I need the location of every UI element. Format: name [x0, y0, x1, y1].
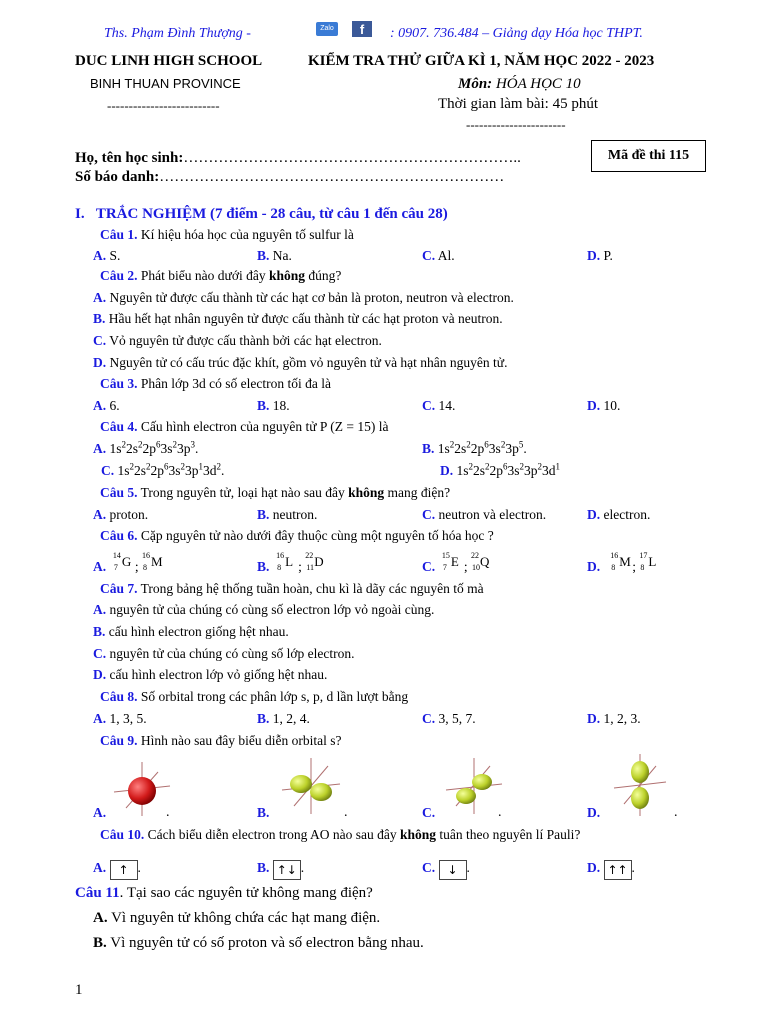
q7-option-d[interactable]: D. cấu hình electron lớp vỏ giống hệt nhau.: [93, 667, 328, 682]
exam-code-box: Mã đề thi 115: [591, 140, 706, 172]
q8-option-a[interactable]: A. 1, 3, 5.: [93, 711, 147, 726]
question-6: Câu 6. Cặp nguyên tử nào dưới đây thuộc cùng một nguyên tố hóa học ?: [100, 528, 494, 543]
question-1: Câu 1. Kí hiệu hóa học của nguyên tố sulfur là: [100, 227, 354, 242]
question-9: Câu 9. Hình nào sau đây biểu diễn orbital s?: [100, 733, 342, 748]
page-number: 1: [75, 982, 83, 998]
question-7: Câu 7. Trong bảng hệ thống tuần hoàn, chu kì là dãy các nguyên tố mà: [100, 581, 484, 596]
q9-option-b-period: .: [344, 805, 348, 820]
exam-title: KIỂM TRA THỬ GIỮA KÌ 1, NĂM HỌC 2022 - 2023: [308, 53, 655, 69]
p-orbital-icon-d: [612, 752, 668, 818]
question-11: Câu 11. Tại sao các nguyên tử không mang điện?: [75, 885, 373, 901]
q9-option-d-period: .: [674, 805, 678, 820]
section-heading: I. TRẮC NGHIỆM (7 điểm - 28 câu, từ câu 1 đến câu 28): [75, 206, 448, 222]
s-orbital-sphere-icon: [112, 760, 172, 818]
q2-option-d[interactable]: D. Nguyên tử có cấu trúc đặc khít, gồm vỏ nguyên tử và hạt nhân nguyên tử.: [93, 355, 508, 370]
contact-info: : 0907. 736.484 – Giảng dạy Hóa học THPT.: [390, 26, 643, 41]
q10-option-c[interactable]: C. ↓ .: [422, 860, 470, 880]
q3-option-a[interactable]: A. 6.: [93, 398, 120, 413]
province-name: BINH THUAN PROVINCE: [90, 76, 241, 91]
q1-option-c[interactable]: C. Al.: [422, 248, 455, 263]
p-orbital-icon-b: [280, 756, 342, 816]
question-5: Câu 5. Trong nguyên tử, loại hạt nào sau đây không mang điện?: [100, 485, 451, 500]
orbital-box-c: ↓: [439, 860, 467, 880]
q3-option-d[interactable]: D. 10.: [587, 398, 621, 413]
school-divider: --------------------------: [107, 98, 220, 113]
facebook-icon[interactable]: f: [352, 21, 372, 37]
q9-option-d[interactable]: D.: [587, 805, 601, 820]
author-name: Ths. Phạm Đình Thượng -: [104, 26, 251, 41]
question-8: Câu 8. Số orbital trong các phân lớp s, p, d lần lượt bằng: [100, 689, 409, 704]
q9-option-b[interactable]: B.: [257, 805, 270, 820]
school-name: DUC LINH HIGH SCHOOL: [75, 53, 263, 69]
q6-option-c[interactable]: C. 15 7 E ; 22 10 Q: [422, 551, 490, 574]
q11-option-a[interactable]: A. Vì nguyên tử không chứa các hạt mang điện.: [93, 910, 381, 926]
q6-option-b[interactable]: B. 16 8 L ; 22 11 D: [257, 551, 324, 574]
q3-option-b[interactable]: B. 18.: [257, 398, 290, 413]
q1-option-b[interactable]: B. Na.: [257, 248, 292, 263]
q9-option-c[interactable]: C.: [422, 805, 436, 820]
subject-line: Môn: HÓA HỌC 10: [458, 76, 581, 92]
q7-option-a[interactable]: A. nguyên tử của chúng có cùng số electron lớp vỏ ngoài cùng.: [93, 602, 435, 617]
orbital-box-b: ↑↓: [273, 860, 301, 880]
question-4: Câu 4. Cấu hình electron của nguyên tử P (Z = 15) là: [100, 419, 389, 434]
question-2: Câu 2. Phát biểu nào dưới đây không đúng?: [100, 268, 342, 283]
q9-option-a-period: .: [166, 805, 170, 820]
q1-option-d[interactable]: D. P.: [587, 248, 613, 263]
p-orbital-icon-c: [444, 756, 504, 816]
question-3: Câu 3. Phân lớp 3d có số electron tối đa là: [100, 376, 331, 391]
q8-option-d[interactable]: D. 1, 2, 3.: [587, 711, 641, 726]
q1-option-a[interactable]: A. S.: [93, 248, 121, 263]
q5-option-a[interactable]: A. proton.: [93, 507, 149, 522]
q4-option-c[interactable]: C. $1s^22s^22p^63s^23p^13d^2$.: [101, 461, 225, 478]
orbital-box-d: ↑↑: [604, 860, 632, 880]
q4-option-b[interactable]: B. $1s^22s^22p^63s^23p^5$.: [422, 439, 527, 456]
student-id-line[interactable]: Số báo danh:……………………………………………………………: [75, 169, 505, 185]
q8-option-c[interactable]: C. 3, 5, 7.: [422, 711, 476, 726]
q2-option-a[interactable]: A. Nguyên tử được cấu thành từ các hạt cơ bản là proton, neutron và electron.: [93, 290, 514, 305]
q7-option-b[interactable]: B. cấu hình electron giống hệt nhau.: [93, 624, 289, 639]
q5-option-c[interactable]: C. neutron và electron.: [422, 507, 547, 522]
q3-option-c[interactable]: C. 14.: [422, 398, 456, 413]
q5-option-b[interactable]: B. neutron.: [257, 507, 318, 522]
q11-option-b[interactable]: B. Vì nguyên tử có số proton và số electron bằng nhau.: [93, 935, 424, 951]
q7-option-c[interactable]: C. nguyên tử của chúng có cùng số lớp electron.: [93, 646, 355, 661]
orbital-box-a: ↑: [110, 860, 138, 880]
zalo-icon[interactable]: Zalo: [316, 22, 338, 36]
q8-option-b[interactable]: B. 1, 2, 4.: [257, 711, 310, 726]
q10-option-a[interactable]: A. ↑ .: [93, 860, 141, 880]
q10-option-d[interactable]: D. ↑↑ .: [587, 860, 635, 880]
student-name-line[interactable]: Họ, tên học sinh:…………………………………………………………..: [75, 150, 521, 166]
q2-option-b[interactable]: B. Hầu hết hạt nhân nguyên tử được cấu thành từ các hạt proton và neutron.: [93, 311, 503, 326]
q9-option-a[interactable]: A.: [93, 805, 107, 820]
q4-option-d[interactable]: D. $1s^22s^22p^63s^23p^23d^1$: [440, 461, 561, 478]
q2-option-c[interactable]: C. Vỏ nguyên tử được cấu thành bởi các hạt electron.: [93, 333, 382, 348]
q4-option-a[interactable]: A. $1s^22s^22p^63s^23p^3$.: [93, 439, 199, 456]
q5-option-d[interactable]: D. electron.: [587, 507, 651, 522]
exam-divider: -----------------------: [466, 117, 566, 132]
q6-option-d[interactable]: D. 16 8 M ; 17 8 L: [587, 551, 657, 574]
exam-time: Thời gian làm bài: 45 phút: [438, 96, 598, 112]
q9-option-c-period: .: [498, 805, 502, 820]
question-10: Câu 10. Cách biểu diễn electron trong AO nào sau đây không tuân theo nguyên lí Pauli?: [100, 827, 581, 842]
q10-option-b[interactable]: B. ↑↓ .: [257, 860, 304, 880]
q6-option-a[interactable]: A. 14 7 G ; 16 8 M: [93, 551, 163, 574]
